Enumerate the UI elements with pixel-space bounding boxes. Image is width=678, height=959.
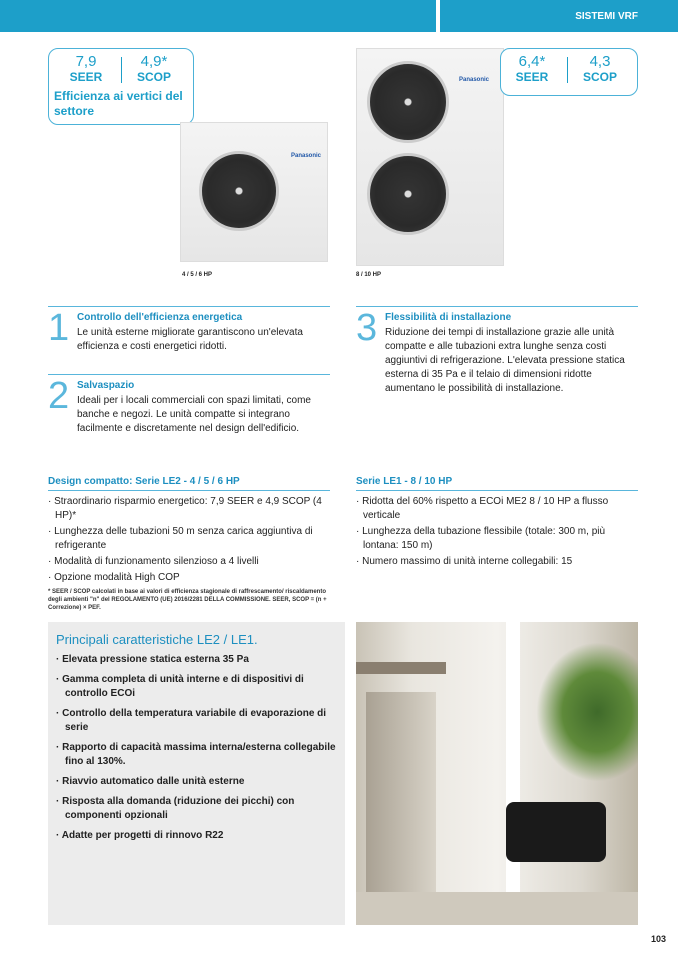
seer-value: 6,4*: [518, 53, 546, 70]
scop-value: 4,3: [589, 53, 611, 70]
feature-1: [48, 306, 330, 354]
le2-section: [48, 476, 330, 587]
list-item: · Adatte per progetti di rinnovo R22: [56, 830, 224, 841]
feature-text: Ideali per i locali commerciali con spazi limitati, come banche e negozi. Le unità compatte si integrano facilmente e discretamente nel design dell'edificio.: [77, 395, 311, 434]
scop-label: SCOP: [136, 70, 171, 84]
office-lobby-photo: [356, 622, 638, 925]
feature-title: Flessibilità di installazione: [385, 312, 512, 323]
seer-label: SEER: [515, 70, 549, 84]
feature-2: [48, 374, 330, 436]
footnote: * SEER / SCOP calcolati in base ai valori di efficienza stagionale di raffrescamento/ riscaldamento degli ambienti "n" del REGOLAMENTO (UE) 2016/2281 DELLA COMMISSIONE. SEER, SCOP = (n + Correzione) × PEF.: [48, 589, 327, 611]
le2-title: Design compatto: Serie LE2 - 4 / 5 / 6 HP: [48, 476, 330, 491]
unit-caption-le1: 8 / 10 HP: [356, 272, 382, 278]
unit-caption-le2: 4 / 5 / 6 HP: [182, 272, 213, 278]
badge-tagline: Efficienza ai vertici del settore: [54, 89, 183, 118]
list-item: · Opzione modalità High COP: [48, 572, 180, 583]
list-item: · Ridotta del 60% rispetto a ECOi ME2 8 / 10 HP a flusso verticale: [356, 496, 609, 521]
header-bar-right: [440, 0, 678, 32]
list-item: · Controllo della temperatura variabile di evaporazione di serie: [56, 708, 327, 733]
efficiency-badge-le2: [48, 48, 194, 125]
brand-logo: Panasonic: [291, 153, 322, 159]
fan-icon: [367, 61, 449, 143]
seer-value: 7,9: [75, 53, 97, 70]
outdoor-unit-le2: [180, 122, 328, 262]
fan-icon: [199, 151, 279, 231]
brand-logo: Panasonic: [459, 77, 490, 83]
feature-3: [356, 306, 638, 396]
list-item: · Riavvio automatico dalle unità esterne: [56, 776, 245, 787]
feature-text: Le unità esterne migliorate garantiscono un'elevata efficienza e costi energetici ridotti.: [77, 327, 303, 352]
feature-number: 1: [48, 307, 70, 349]
section-title: SISTEMI VRF: [575, 11, 638, 22]
feature-title: Controllo dell'efficienza energetica: [77, 312, 243, 323]
list-item: · Numero massimo di unità interne collegabili: 15: [356, 556, 573, 567]
scop-label: SCOP: [582, 70, 617, 84]
list-item: · Straordinario risparmio energetico: 7,9 SEER e 4,9 SCOP (4 HP)*: [48, 496, 322, 521]
outdoor-unit-le1: [356, 48, 504, 266]
main-features-box: [48, 622, 345, 925]
header-bar-left: [0, 0, 436, 32]
le1-section: [356, 476, 638, 571]
feature-text: Riduzione dei tempi di installazione grazie alle unità compatte e alle tubazioni extra lunghe senza costi aggiuntivi di refrigerazione. L'elevata pressione statica esterna di 35 Pa e il telaio di dimensioni ridotte aumentano le possibilità di installazione.: [385, 327, 625, 394]
list-item: · Gamma completa di unità interne e di dispositivi di controllo ECOi: [56, 674, 304, 699]
feature-number: 3: [356, 307, 378, 349]
list-item: · Risposta alla domanda (riduzione dei picchi) con componenti opzionali: [56, 796, 295, 821]
page-number: 103: [650, 934, 666, 944]
list-item: · Rapporto di capacità massima interna/esterna collegabile fino al 130%.: [56, 742, 336, 767]
efficiency-badge-le1: [500, 48, 638, 96]
list-item: · Lunghezza delle tubazioni 50 m senza carica aggiuntiva di refrigerante: [48, 526, 313, 551]
list-item: · Elevata pressione statica esterna 35 Pa: [56, 654, 249, 665]
feature-number: 2: [48, 375, 70, 417]
fan-icon: [367, 153, 449, 235]
feature-title: Salvaspazio: [77, 380, 135, 391]
list-item: · Lunghezza della tubazione flessibile (totale: 300 m, più lontana: 150 m): [356, 526, 606, 551]
le1-title: Serie LE1 - 8 / 10 HP: [356, 476, 638, 491]
main-features-title: Principali caratteristiche LE2 / LE1.: [56, 632, 258, 647]
list-item: · Modalità di funzionamento silenzioso a 4 livelli: [48, 556, 259, 567]
seer-label: SEER: [69, 70, 103, 84]
scop-value: 4,9*: [140, 53, 168, 70]
